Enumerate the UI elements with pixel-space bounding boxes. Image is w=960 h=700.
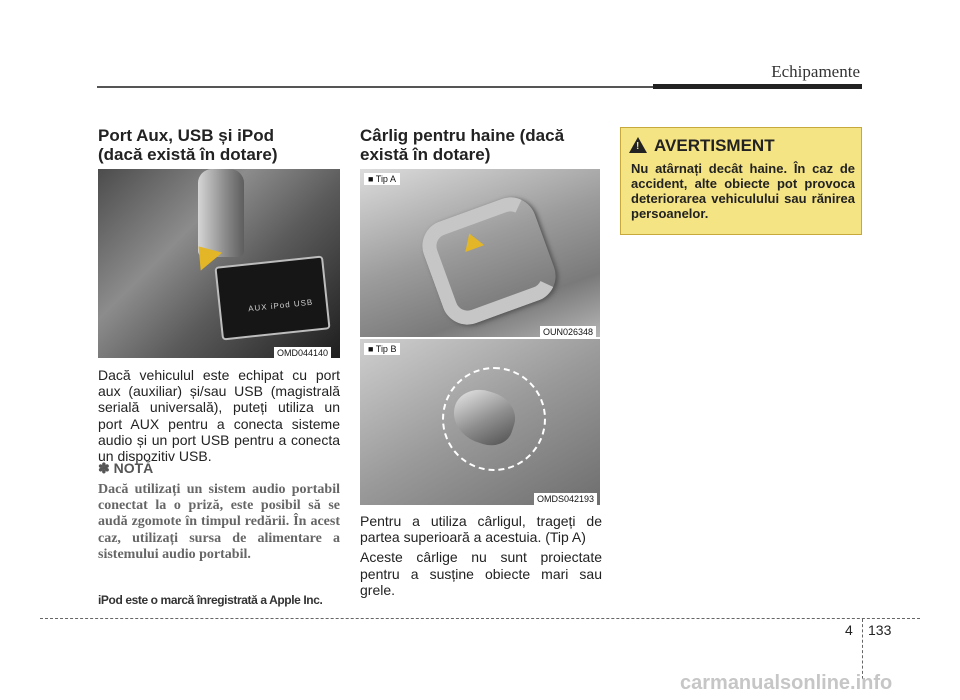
coat-hook-a [415,190,563,332]
coat-hook-heading-line2: există în dotare) [360,145,491,164]
footer-divider [862,619,863,679]
coat-hook-type-b-photo [360,339,600,505]
aux-usb-heading-line1: Port Aux, USB și iPod [98,126,275,145]
type-b-label: ■ Tip B [364,343,400,355]
type-a-label: ■ Tip A [364,173,400,185]
note-text: Dacă utilizați un sistem audio portabil conectat la o priză, este posibil să se audă zgomote în timpul redării. În acest caz, utilizați sursa de alimentare a sistemului audio portabil. [98,482,340,562]
aux-panel-label: AUX iPod USB [247,297,314,314]
coat-hook-heading-line1: Cârlig pentru haine (dacă [360,126,565,145]
warning-box [620,127,862,235]
aux-usb-heading [98,126,343,164]
image-code: OMD044140 [274,347,331,359]
aux-usb-description: Dacă vehiculul este echipat cu port aux (auxiliar) și/sau USB (magistrală serială universală), puteți utiliza un port AUX pentru a conecta sisteme audio și un port USB pentru a conecta un dispozitiv USB. [98,367,340,465]
exclamation-mark: ! [636,141,640,152]
watermark: carmanualsonline.info [680,672,893,694]
aux-usb-photo [98,169,340,358]
coat-hook-type-a-photo [360,169,600,337]
footer-rule [40,618,920,619]
aux-usb-heading-line2: (dacă există în dotare) [98,145,278,164]
image-code: OMDS042193 [534,493,597,505]
header-rule-accent [653,84,862,89]
trademark-note: iPod este o marcă înregistrată a Apple Inc. [98,593,323,607]
image-code: OUN026348 [540,326,596,338]
chapter-number: 4 [845,622,853,638]
page-number: 133 [868,622,892,638]
coat-hook-para1: Pentru a utiliza cârligul, trageți de partea superioară a acestuia. (Tip A) [360,513,602,546]
coat-hook-description [360,513,602,602]
note-title: ✽ NOTĂ [98,460,154,476]
warning-text: Nu atârnați decât haine. În caz de accident, alte obiecte pot provoca deteriorarea vehiculului sau rănirea persoanelor. [631,161,855,221]
coat-hook-para2: Aceste cârlige nu sunt proiectate pentru a susține obiecte mari sau grele. [360,549,602,598]
section-title: Echipamente [771,62,860,81]
coat-hook-heading [360,126,605,164]
warning-title: AVERTISMENT [654,136,775,155]
aux-usb-panel [214,256,330,341]
